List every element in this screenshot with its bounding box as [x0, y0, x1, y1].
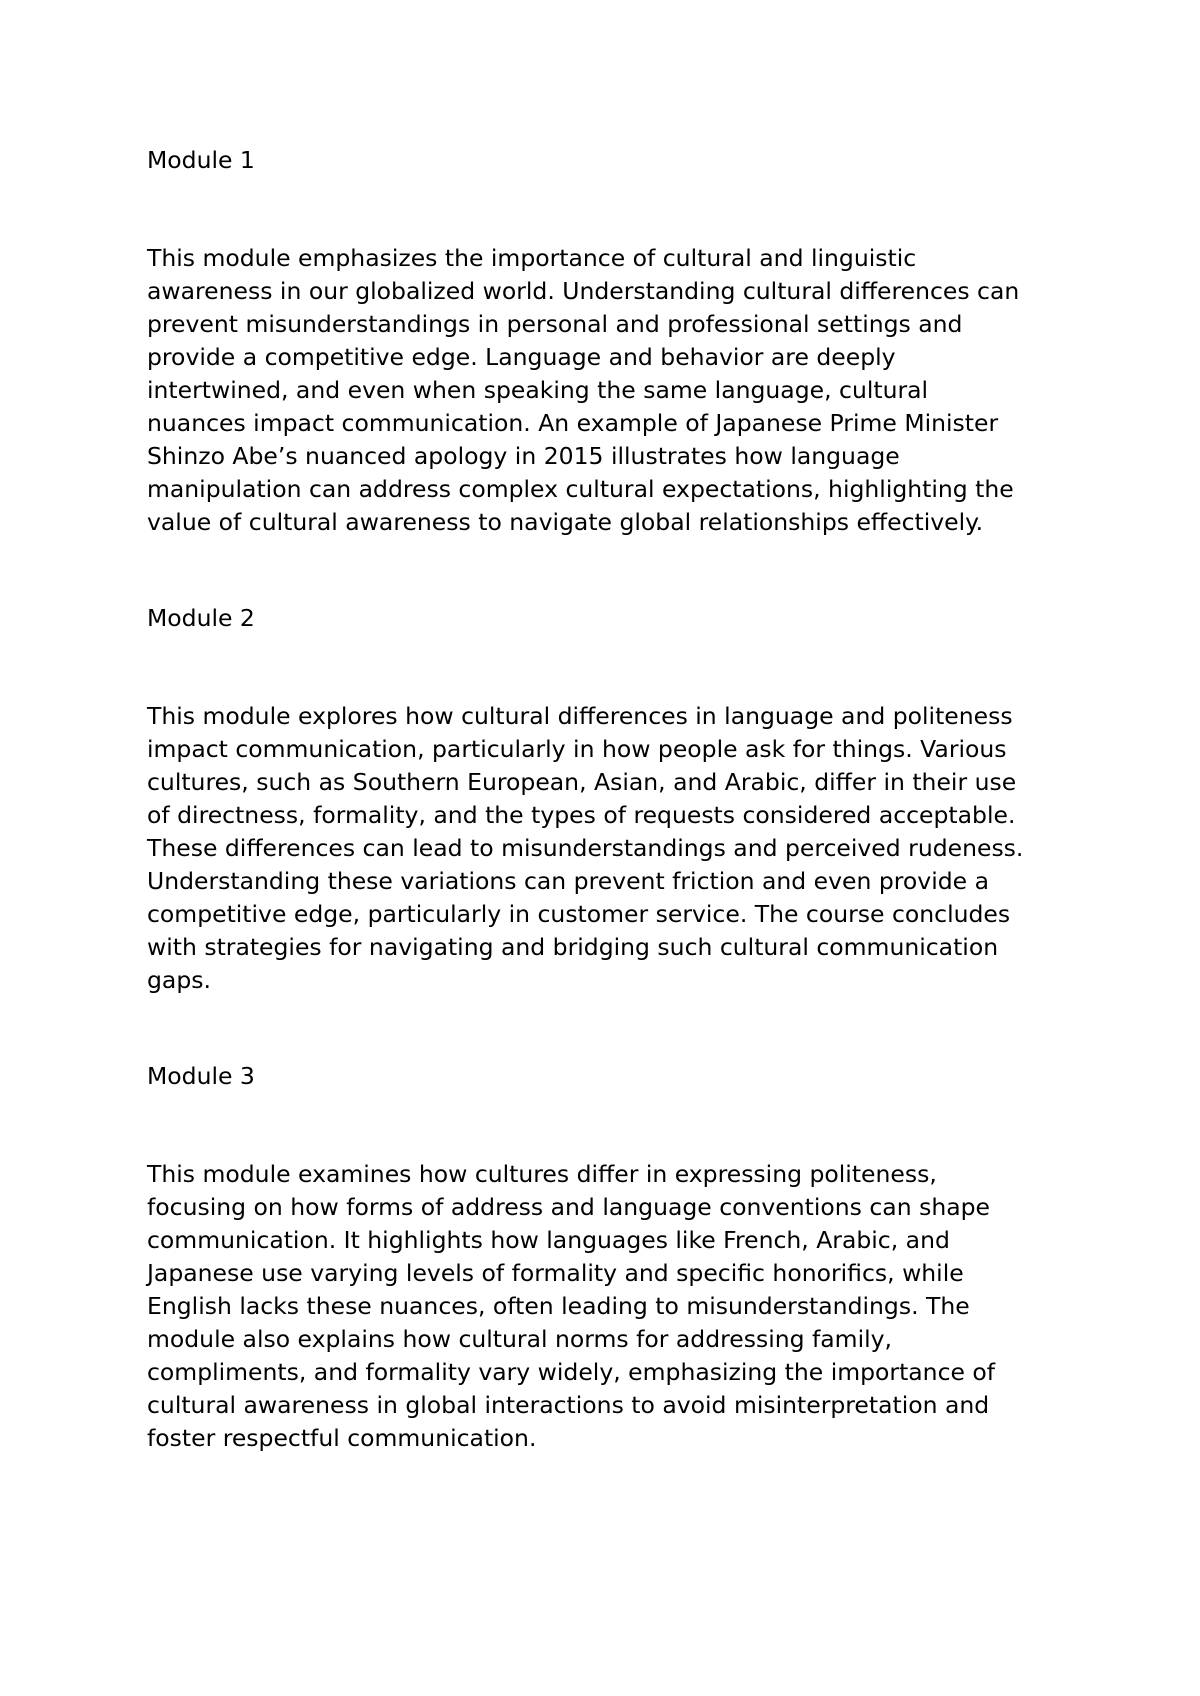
module-3-paragraph	[147, 1158, 1077, 1455]
section-heading: Module 3	[147, 1062, 255, 1090]
paragraph-line: English lacks these nuances, often leading to misunderstandings. The	[147, 1292, 970, 1320]
paragraph-line: cultural awareness in global interactions to avoid misinterpretation and	[147, 1391, 990, 1419]
module-2-paragraph	[147, 700, 1077, 997]
section-heading: Module 2	[147, 604, 255, 632]
paragraph-line: Shinzo Abe’s nuanced apology in 2015 illustrates how language	[147, 442, 900, 470]
paragraph-line: provide a competitive edge. Language and behavior are deeply	[147, 343, 896, 371]
paragraph-line: communication. It highlights how languages like French, Arabic, and	[147, 1226, 950, 1254]
paragraph-line: of directness, formality, and the types of requests considered acceptable.	[147, 801, 1016, 829]
paragraph-line: This module emphasizes the importance of cultural and linguistic	[147, 244, 917, 272]
paragraph-line: impact communication, particularly in how people ask for things. Various	[147, 735, 1007, 763]
paragraph-line: prevent misunderstandings in personal and professional settings and	[147, 310, 963, 338]
paragraph-line: with strategies for navigating and bridging such cultural communication	[147, 933, 999, 961]
paragraph-line: compliments, and formality vary widely, emphasizing the importance of	[147, 1358, 996, 1386]
paragraph-line: module also explains how cultural norms for addressing family,	[147, 1325, 893, 1353]
module-3-heading	[147, 1060, 1077, 1093]
paragraph-line: Understanding these variations can prevent friction and even provide a	[147, 867, 989, 895]
paragraph-line: foster respectful communication.	[147, 1424, 537, 1452]
paragraph-line: nuances impact communication. An example of Japanese Prime Minister	[147, 409, 999, 437]
paragraph-line: awareness in our globalized world. Understanding cultural differences can	[147, 277, 1020, 305]
paragraph-line: cultures, such as Southern European, Asian, and Arabic, differ in their use	[147, 768, 1017, 796]
paragraph-line: focusing on how forms of address and language conventions can shape	[147, 1193, 990, 1221]
module-2-heading	[147, 602, 1077, 635]
paragraph-line: This module explores how cultural differences in language and politeness	[147, 702, 1013, 730]
paragraph-line: intertwined, and even when speaking the same language, cultural	[147, 376, 929, 404]
paragraph-line: gaps.	[147, 966, 211, 994]
paragraph-line: value of cultural awareness to navigate global relationships effectively.	[147, 508, 984, 536]
paragraph-line: Japanese use varying levels of formality and specific honorifics, while	[147, 1259, 964, 1287]
paragraph-line: This module examines how cultures differ in expressing politeness,	[147, 1160, 937, 1188]
paragraph-line: These differences can lead to misunderstandings and perceived rudeness.	[147, 834, 1024, 862]
paragraph-line: competitive edge, particularly in customer service. The course concludes	[147, 900, 1011, 928]
module-1-heading	[147, 144, 1077, 177]
module-1-paragraph	[147, 242, 1077, 539]
section-heading: Module 1	[147, 146, 255, 174]
paragraph-line: manipulation can address complex cultural expectations, highlighting the	[147, 475, 1014, 503]
